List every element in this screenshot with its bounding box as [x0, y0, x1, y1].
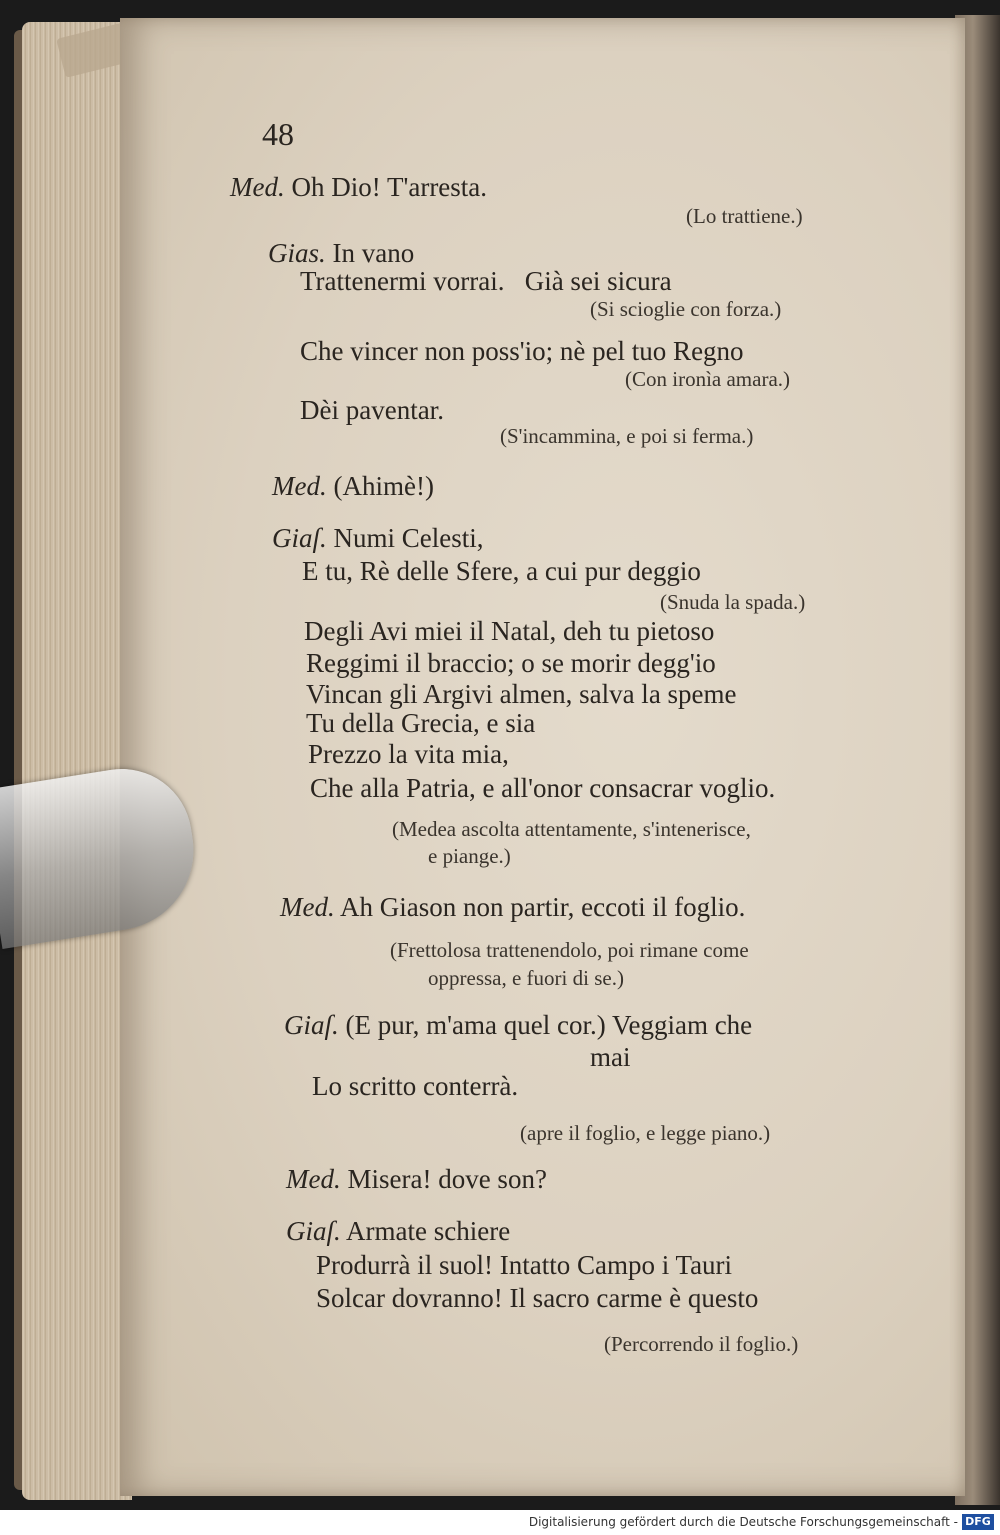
- speech-line: [272, 473, 434, 500]
- stage-direction: (apre il foglio, e legge piano.): [520, 1121, 771, 1145]
- speech-line: [230, 174, 487, 201]
- stage-direction: (Snuda la spada.): [660, 590, 806, 614]
- stage-direction: e piange.): [428, 844, 511, 868]
- speech-line: [286, 1218, 510, 1245]
- footer-bar: [0, 1510, 1000, 1535]
- verse-line: Dèi paventar.: [300, 395, 444, 425]
- verse-line: E tu, Rè delle Sfere, a cui pur deggio: [302, 556, 701, 586]
- verse-line: Degli Avi miei il Natal, deh tu pietoso: [304, 616, 715, 646]
- verse-line: Lo scritto conterrà.: [312, 1071, 519, 1101]
- verse-line: Trattenermi vorrai. Già sei sicura: [300, 266, 672, 296]
- verse-line: Prezzo la vita mia,: [308, 739, 509, 769]
- speaker-name: Giaſ.: [284, 1010, 339, 1040]
- speaker-name: Giaſ.: [272, 523, 327, 553]
- speaker-name: Med.: [230, 172, 285, 202]
- verse-line: mai: [590, 1042, 631, 1072]
- speaker-name: Med.: [280, 892, 335, 922]
- speaker-name: Med.: [286, 1164, 341, 1194]
- line-text: Oh Dio! T'arresta.: [291, 172, 488, 202]
- verse-line: Produrrà il suol! Intatto Campo i Tauri: [316, 1250, 733, 1280]
- stage-direction: (Lo trattiene.): [686, 204, 803, 228]
- line-text: (Ahimè!): [333, 471, 434, 501]
- digitization-credit: Digitalisierung gefördert durch die Deutsche Forschungsgemeinschaft -: [528, 1515, 958, 1529]
- line-text: Armate schiere: [346, 1216, 511, 1246]
- page-number: 48: [262, 116, 294, 152]
- stage-direction: (S'incammina, e poi si ferma.): [500, 424, 754, 448]
- verse-line: Solcar dovranno! Il sacro carme è questo: [316, 1283, 759, 1313]
- speaker-name: Med.: [272, 471, 327, 501]
- line-text: In vano: [332, 238, 415, 268]
- page-edges: [22, 22, 132, 1500]
- verse-line: Che alla Patria, e all'onor consacrar voglio.: [310, 773, 776, 803]
- dfg-logo: DFG: [962, 1514, 994, 1530]
- line-text: (E pur, m'ama quel cor.) Veggiam che: [345, 1010, 753, 1040]
- line-text: Numi Celesti,: [333, 523, 484, 553]
- speech-line: [280, 894, 745, 921]
- speech-line: [286, 1166, 547, 1193]
- stage-direction: (Si scioglie con forza.): [590, 297, 782, 321]
- speech-line: [268, 240, 414, 267]
- stage-direction: (Medea ascolta attentamente, s'intenerisce,: [392, 817, 751, 841]
- verse-line: Vincan gli Argivi almen, salva la speme: [306, 679, 737, 709]
- stage-direction: (Con ironìa amara.): [625, 367, 791, 391]
- stage-direction: (Frettolosa trattenendolo, poi rimane come: [390, 938, 749, 962]
- verse-line: Reggimi il braccio; o se morir degg'io: [306, 648, 716, 678]
- stage-direction: oppressa, e fuori di se.): [428, 966, 624, 990]
- speaker-name: Giaſ.: [286, 1216, 341, 1246]
- speaker-name: Gias.: [268, 238, 326, 268]
- verse-line: Che vincer non poss'io; nè pel tuo Regno: [300, 336, 744, 366]
- line-text: Ah Giason non partir, eccoti il foglio.: [340, 892, 746, 922]
- line-text: Misera! dove son?: [347, 1164, 547, 1194]
- speech-line: [284, 1012, 752, 1039]
- verse-line: Tu della Grecia, e sia: [306, 708, 536, 738]
- stage-direction: (Percorrendo il foglio.): [604, 1332, 799, 1356]
- speech-line: [272, 525, 484, 552]
